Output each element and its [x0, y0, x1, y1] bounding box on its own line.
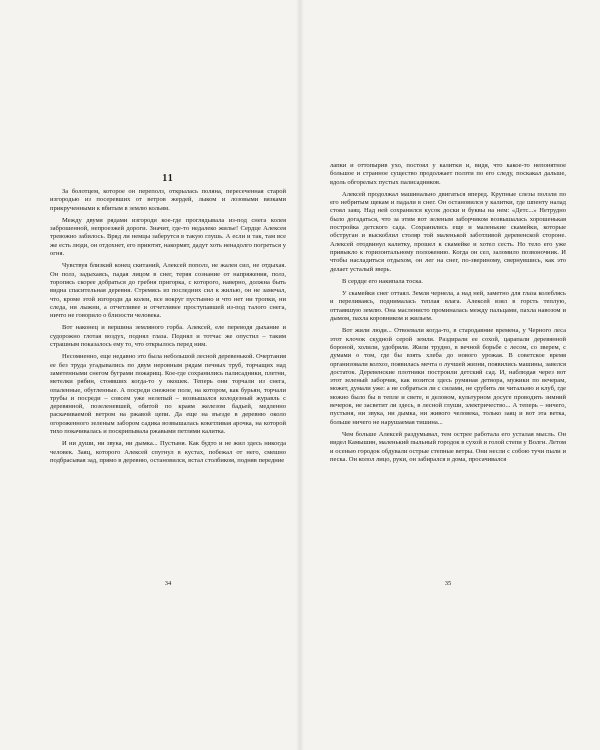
- right-page: [302, 0, 600, 750]
- page-number: 34: [164, 580, 172, 587]
- chapter-heading: 11: [162, 173, 174, 184]
- paragraph: Несомненно, еще недавно это была небольшой лесной деревенькой. Очертания ее без труда угадывались по двум неровным рядам печных труб, торчащих над заметенными снегом буграми пожарищ. Кое-где сохранились палисадники, плетни, метелки рябин, стоявших когда-то у окошек. Теперь они торчали из снега, опаленные, обугленные. А посреди снежное поле, на котором, как бурьян, торчали трубы и посреди – совсем уже нелепый – возвышался колодезный журавль с деревянной, позеленевшей, обитой по краям железом бадьей, медленно раскачиваемой ветром на ржавой цепи. Да еще на въезде в деревню около огороженного зеленым забором садика возвышалась кокетливая арочка, на которой тихо покачивалась и поскрипывала ржавыми петлями калитка.: [50, 353, 286, 436]
- paragraph: Чем больше Алексей раздумывал, тем острее работала его усталая мысль. Он видел Камышин, маленький пыльный городок в сухой и голой степи у Волги. Летом и осенью городок обдували острые степные ветры. Они несли с собою тучи пыли и песка. Он колол лицо, руки, он забирался в дома, просачивался: [330, 430, 566, 463]
- paragraph: За болотцем, которое он переполз, открылась поляна, пересеченная старой изгородью из посеревших от ветров жердей, лыком и лозовыми вязками прикрученными к вбитым в землю кольям.: [50, 188, 286, 212]
- paragraph: Вот жили люди... Отвоевали когда-то, в стародавние времена, у Черного леса этот клочок скудной серой земли. Раздирали ее сохой, царапали деревянной бороной, холили, удобряли. Жили трудно, в вечной борьбе с лесом, со зверем, с думами о том, где бы взять хлеба до нового урожая. В советское время организовали колхоз, появилась мечта о лучшей жизни, появились машины, завелся достаток. Деревенские плотники построили детский сад. И, наблюдая через вот этот зеленый заборчик, как возится здесь румяная детвора, мужики по вечерам, может, думали уже: а не собраться ли с силами, не срубить ли читальню и клуб, где можно было бы в тепле и свете, в деловом, культурном досуге проводить зимний вечерок, не засветит ли здесь, в лесной глуши, электричество... А теперь – ничего, пустыня, ни звука, ни дымка, ни живого человека, только заяц и вот эта ветка, больше ничего не нарушаемая тишина...: [330, 327, 566, 426]
- page-number: 35: [444, 580, 452, 587]
- paragraph: И ни души, ни звука, ни дымка... Пустыня. Как будто и не жил здесь никогда человек. Заяц, которого Алексей спугнул в кустах, побежал от него, смешно подбрасывая зад, прямо в деревню, остановился, встал столбиком, подняв передние: [50, 440, 286, 464]
- paragraph: Между двумя рядами изгороди кое-где проглядывала из-под снега колея заброшенной, непроезжей дороги. Значит, где-то недалеко жилье! Сердце Алексея тревожно забилось. Вряд ли немцы заберутся в такую глушь. А если и так, там все же есть люди, он отдохнет, его приютят, накормят, дадут хоть ненадолго погреться у огня.: [50, 216, 286, 258]
- left-text-column: [50, 188, 286, 465]
- right-text-column: [330, 162, 566, 464]
- paragraph: лапки и оттопырив ухо, постоял у калитки и, видя, что какое-то непонятное большое и странное существо продолжает ползти по его следу, поскакал дальше, вдоль обгорелых пустых палисадников.: [330, 162, 566, 186]
- left-page: [0, 0, 298, 750]
- paragraph: У скамейки снег оттаял. Земля чернела, а над ней, заметно для глаза колеблясь и переливаясь, поднималась теплая влага. Алексей взял в горсть теплую, оттаявшую землю. Она масленисто проминалась между пальцами, пахла навозом и дымом, пахла коровником и жильем.: [330, 290, 566, 323]
- paragraph: Чувствуя близкий конец скитаний, Алексей пополз, не жалея сил, не отдыхая. Он полз, задыхаясь, падая лицом в снег, теряя сознание от напряжения, полз, торопясь скорее добраться до гребня пригорка, с которого, наверно, должна быть видна спасительная деревня. Стремясь из последних сил к жилью, он не замечал, что, кроме этой изгороди да колеи, все вокруг пустынно и что нет ни тропки, ни следа, ни лыжни, а отчетливее и отчетливее проступавшей из-под талого снега, ничто не говорило о близости человека.: [50, 262, 286, 320]
- paragraph: Алексей продолжал машинально двигаться вперед. Крупные слезы ползли по его небритым щекам и падали в снег. Он остановился у калитки, где шпенту налад стоял заяц. Над ней сохранился кусок доски и буквы на нем: «Детс...» Нетрудно было догадаться, что за этим вот зеленым заборчиком возвышалась хорошенькая постройка детского сада. Сохранились еще и маленькие скамейки, которые обструган и выскоблил столяр той маленькой заботливой деревенской стороне. Алексей отодвинул калитку, прошел к скамейке и хотел сесть. Но тело его уже привыкло к горизонтальному положению. Когда он сел, заломило позвоночник. И чтобы насладиться отдыхом, он лег на снег, по-звериному, свернувшись, как это делает усталый зверь.: [330, 190, 566, 273]
- paragraph: В сердце его накипала тоска.: [342, 277, 423, 285]
- paragraph: Вот наконец и вершина земляного горба. Алексей, еле переводя дыхание и судорожно глотая воздух, поднял глаза. Поднял и тотчас же опустил – таким страшным показалось ему то, что открылось перед ним.: [50, 324, 286, 349]
